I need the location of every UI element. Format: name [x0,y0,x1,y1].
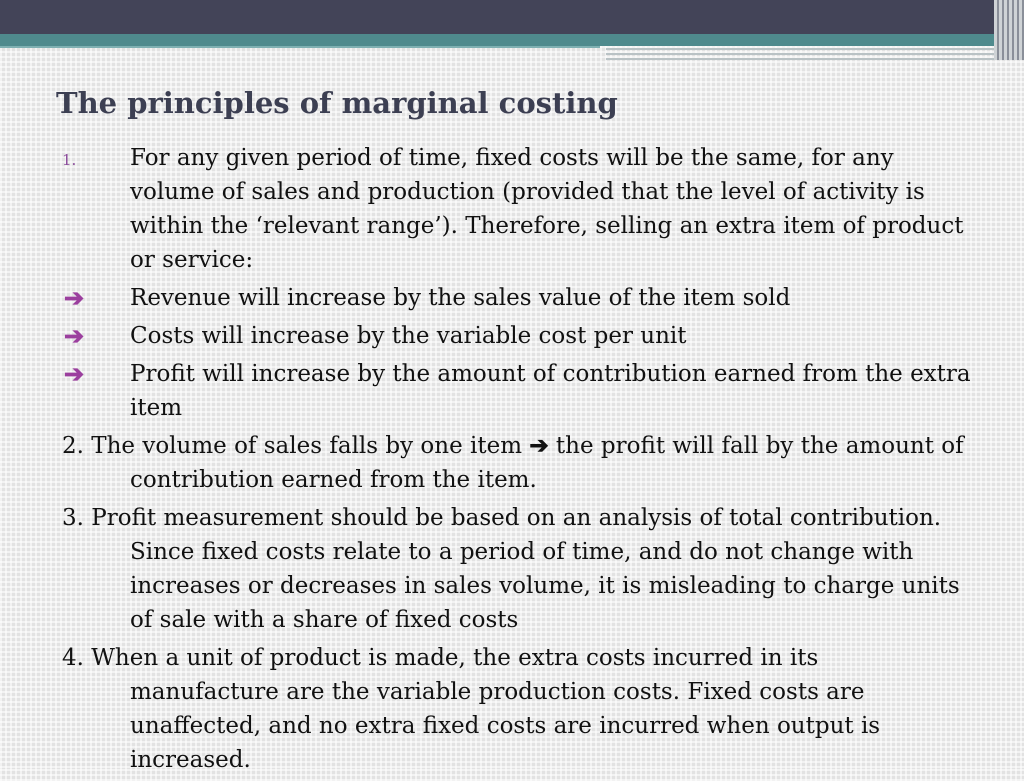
slide-title: The principles of marginal costing [56,86,618,120]
slide-body [62,141,972,781]
list-item-3 [62,501,972,637]
decorative-lines [606,48,1006,63]
number-marker: 1. [62,151,77,169]
list-item-text-before: 2. The volume of sales falls by one item [62,433,530,459]
list-item-2 [62,429,972,497]
list-item-text: 3. Profit measurement should be based on an analysis of total contribution. Since fixed costs relate to a period of time, and do not change with increases or decreases in sales volume, it is misleading to charge units of sale with a share of fixed costs [62,505,960,633]
bullet-text: Profit will increase by the amount of contribution earned from the extra item [130,361,971,421]
list-item-text-after: the profit will fall by the amount of contribution earned from the item. [130,433,964,493]
list-item-1 [62,141,972,277]
arrow-bullet-costs [62,319,972,353]
bullet-text: Revenue will increase by the sales value of the item sold [130,285,791,311]
teal-stripe [0,34,1024,46]
list-item-text: For any given period of time, fixed costs will be the same, for any volume of sales and production (provided that the level of activity is within the ‘relevant range’). Therefore, selling an extra item of product or service: [130,145,964,273]
arrow-icon: ➔ [64,321,85,350]
arrow-icon: ➔ [64,283,85,312]
bullet-text: Costs will increase by the variable cost per unit [130,323,687,349]
teal-accent-line [0,46,600,48]
arrow-icon: ➔ [529,432,549,459]
list-item-text: 4. When a unit of product is made, the extra costs incurred in its manufacture are the variable production costs. Fixed costs are unaffected, and no extra fixed costs are incurred when output is increased. [62,645,881,773]
arrow-bullet-revenue [62,281,972,315]
top-band [0,0,1024,34]
list-item-4 [62,641,972,777]
arrow-bullet-profit [62,357,972,425]
right-edge-decoration [994,0,1024,60]
arrow-icon: ➔ [64,359,85,388]
